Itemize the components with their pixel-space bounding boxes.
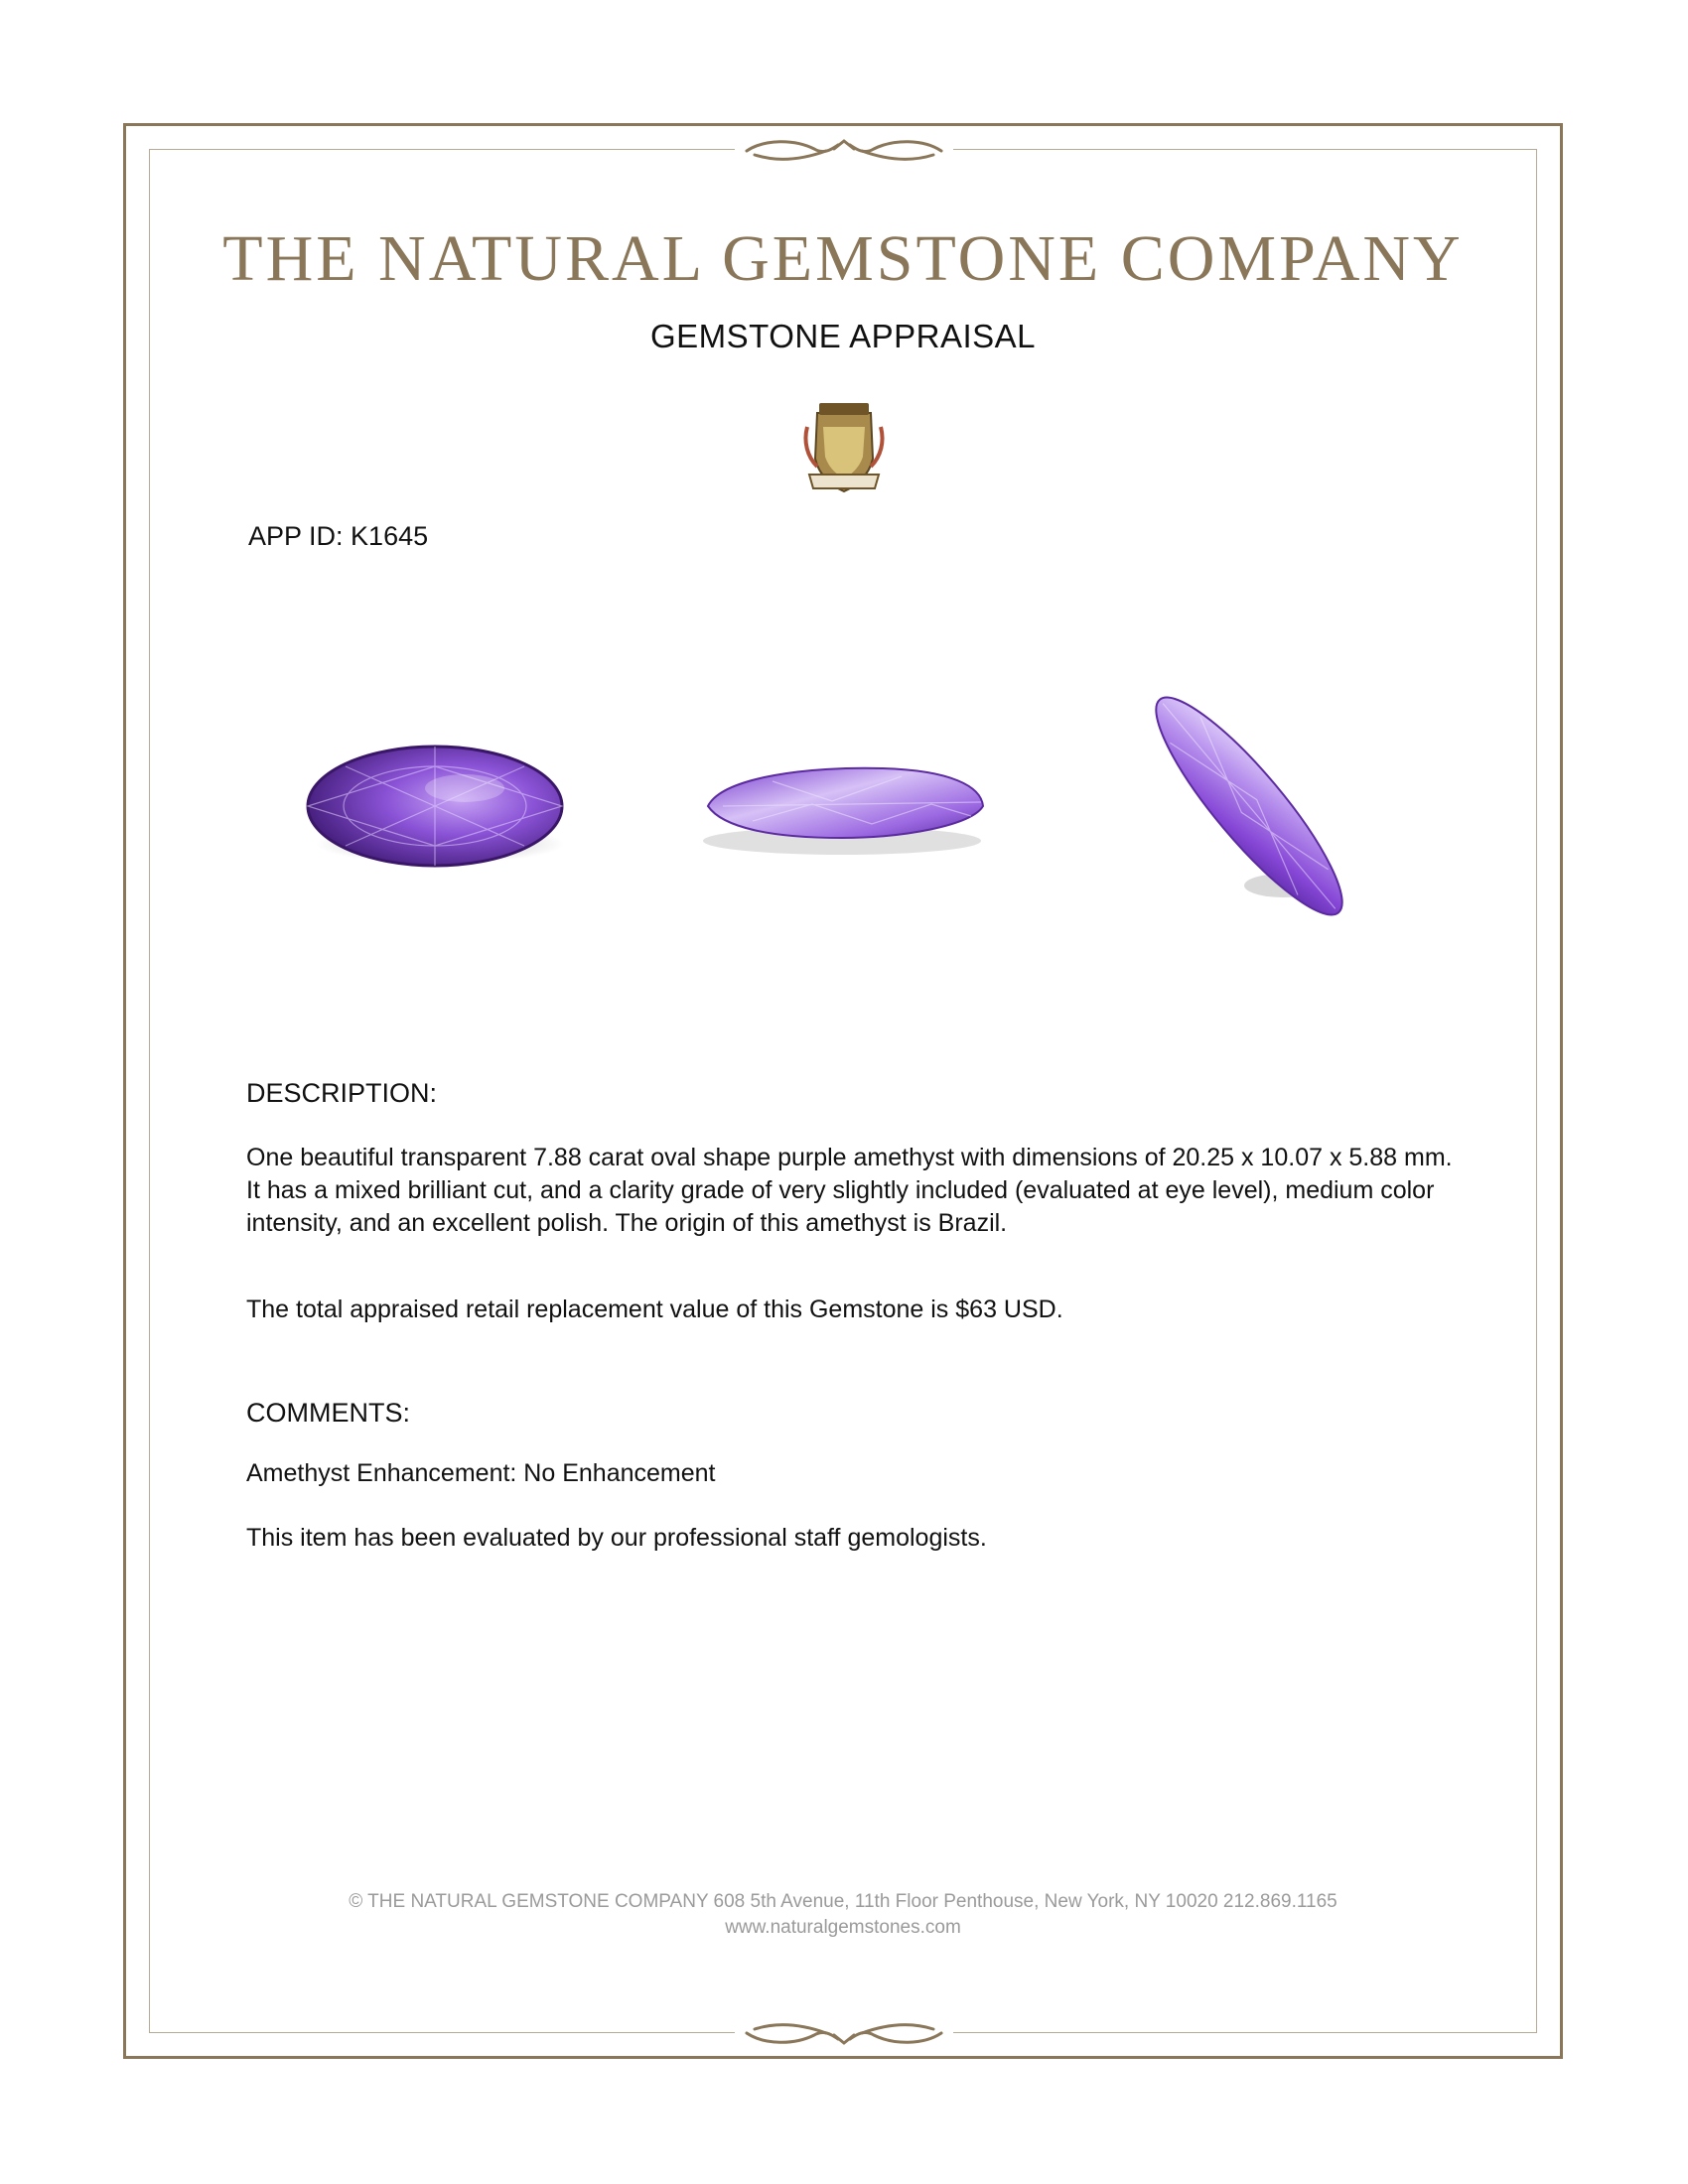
footer <box>149 1889 1537 1941</box>
gemstone-image <box>246 617 624 995</box>
bottom-flourish-ornament <box>735 2015 953 2055</box>
crest-icon <box>799 397 889 496</box>
description-heading: DESCRIPTION: <box>246 1078 438 1108</box>
footer-address: © THE NATURAL GEMSTONE COMPANY 608 5th Avenue, 11th Floor Penthouse, New York, NY 10020 212.869.1165 <box>349 1891 1337 1912</box>
gemstone-image <box>1060 617 1438 995</box>
evaluation-text: This item has been evaluated by our professional staff gemologists. <box>246 1524 987 1552</box>
comments-heading: COMMENTS: <box>246 1398 410 1428</box>
appraisal-id: APP ID: K1645 <box>248 521 429 551</box>
company-crest-logo <box>799 397 889 496</box>
amethyst-photo-angled-view <box>1060 617 1438 995</box>
flourish-icon <box>735 2015 953 2055</box>
document-title: GEMSTONE APPRAISAL <box>649 318 1037 354</box>
appraised-value-text: The total appraised retail replacement value of this Gemstone is $63 USD. <box>246 1296 1063 1323</box>
top-flourish-ornament <box>735 129 953 169</box>
footer-website-link[interactable]: www.naturalgemstones.com <box>725 1917 961 1938</box>
company-name: THE NATURAL GEMSTONE COMPANY <box>222 222 1464 295</box>
enhancement-text: Amethyst Enhancement: No Enhancement <box>246 1459 716 1487</box>
amethyst-photo-top-view <box>246 617 624 995</box>
amethyst-photo-side-view <box>653 617 1031 995</box>
gemstone-image <box>653 617 1031 995</box>
flourish-icon <box>735 129 953 169</box>
description-text: One beautiful transparent 7.88 carat oval shape purple amethyst with dimensions of 20.25 x 10.07 x 5.88 mm. It has a mixed brilliant cut, and a clarity grade of very slightly included (evaluated at eye level), medium color intensity, and an excellent polish. The origin of this amethyst is Brazil. <box>246 1144 1453 1237</box>
